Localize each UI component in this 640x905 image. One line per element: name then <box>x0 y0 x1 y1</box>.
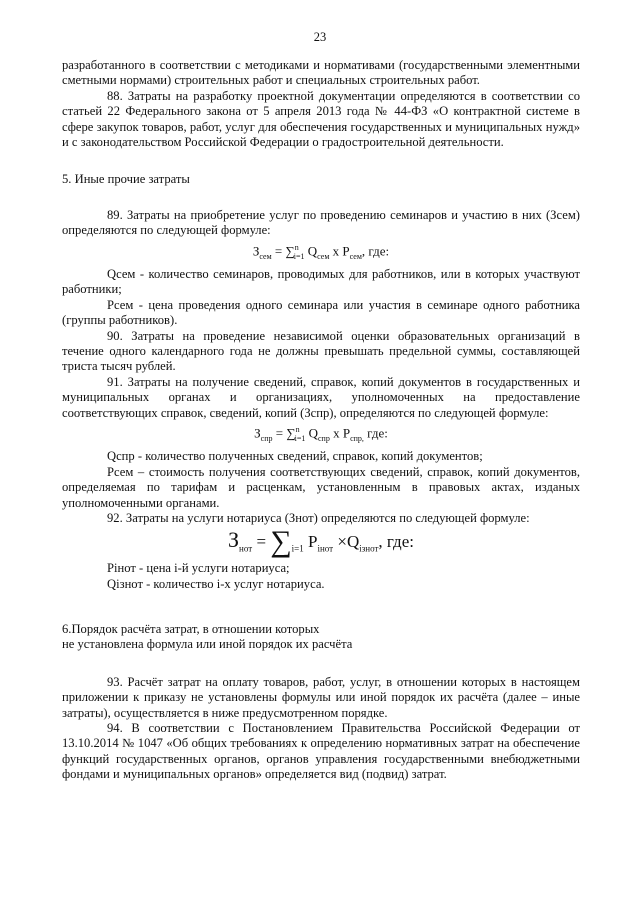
paragraph-90: 90. Затраты на проведение независимой оценки образовательных организаций в течение одного календарного года не должны превышать предельной суммы, составляющей триста тысяч рублей. <box>62 328 580 374</box>
paragraph-continuation: разработанного в соответствии с методиками и нормативами (государственными элементными сметными нормами) строительных работ и специальных строительных работ. <box>62 58 580 88</box>
paragraph-88: 88. Затраты на разработку проектной документации определяются в соответствии со статьей 22 Федерального закона от 5 апреля 2013 года № 44-ФЗ «О контрактной системе в сфере закупок товаров, работ, услуг для обеспечения государственных и муниципальных нужд» и с законодательством Российской Федерации о градостроительной деятельности. <box>62 88 580 150</box>
definition-psem: Рсем - цена проведения одного семинара или участия в семинаре одного работника (группы работников). <box>62 297 580 328</box>
definition-qsem: Qсем - количество семинаров, проводимых для работников, или в которых участвуют работники; <box>62 266 580 297</box>
paragraph-94: 94. В соответствии с Постановлением Правительства Российской Федерации от 13.10.2014 № 1047 «Об общих требованиях к определению нормативных затрат на обеспечение функций государственных органов, органов управления государственными внебюджетными фондами и муниципальных органов» определяется вид (подвид) затрат. <box>62 721 580 782</box>
formula-89: $З_{сем} = \sum^n_{i=1}$ $Q_{сем}$ х $Р_{сем}$, где: <box>252 242 390 261</box>
paragraph-89: 89. Затраты на приобретение услуг по проведению семинаров и участию в них (Зсем) определяются по следующей формуле: <box>62 207 580 238</box>
section-heading-6-line2: не установлена формула или иной порядок их расчёта <box>62 637 353 652</box>
section-heading-5: 5. Иные прочие затраты <box>62 172 190 187</box>
definition-qspr: Qспр - количество полученных сведений, справок, копий документов; <box>107 449 483 464</box>
paragraph-91: 91. Затраты на получение сведений, справок, копий документов в государственных и муниципальных органах и организациях, уполномоченных на предоставление соответствующих справок, сведений, копий (Зспр), определяются по следующей формуле: <box>62 374 580 420</box>
formula-91: $З_{спр} = \sum^n_{i=1}$ $Q_{спр}$ х $Р_{спр,}$ где: <box>254 425 388 443</box>
definition-qinot: Qiзнот - количество i-х услуг нотариуса. <box>107 576 325 591</box>
definition-pspr: Рсем – стоимость получения соответствующих сведений, справок, копий документов, определяемая по тарифам и расценкам, установленным в правовых актах, изданых уполномоченными органами. <box>62 464 580 510</box>
section-heading-6-line1: 6.Порядок расчёта затрат, в отношении которых <box>62 622 320 637</box>
definition-pinot: Рiнот - цена i-й услуги нотариуса; <box>107 561 290 576</box>
page-body <box>62 58 580 783</box>
formula-92: $З_{нот} = \sum_{i=1}$ $P_{iнот} \times Q_{iзнот}$, где: <box>228 525 414 559</box>
paragraph-92: 92. Затраты на услуги нотариуса (Знот) определяются по следующей формуле: <box>107 511 530 525</box>
paragraph-93: 93. Расчёт затрат на оплату товаров, работ, услуг, в отношении которых в настоящем приложении к приказу не установлены формулы или иной порядок их расчёта (далее – иные затраты), осуществляется в ниже предусмотренном порядке. <box>62 674 580 720</box>
page-number: 23 <box>313 30 327 44</box>
